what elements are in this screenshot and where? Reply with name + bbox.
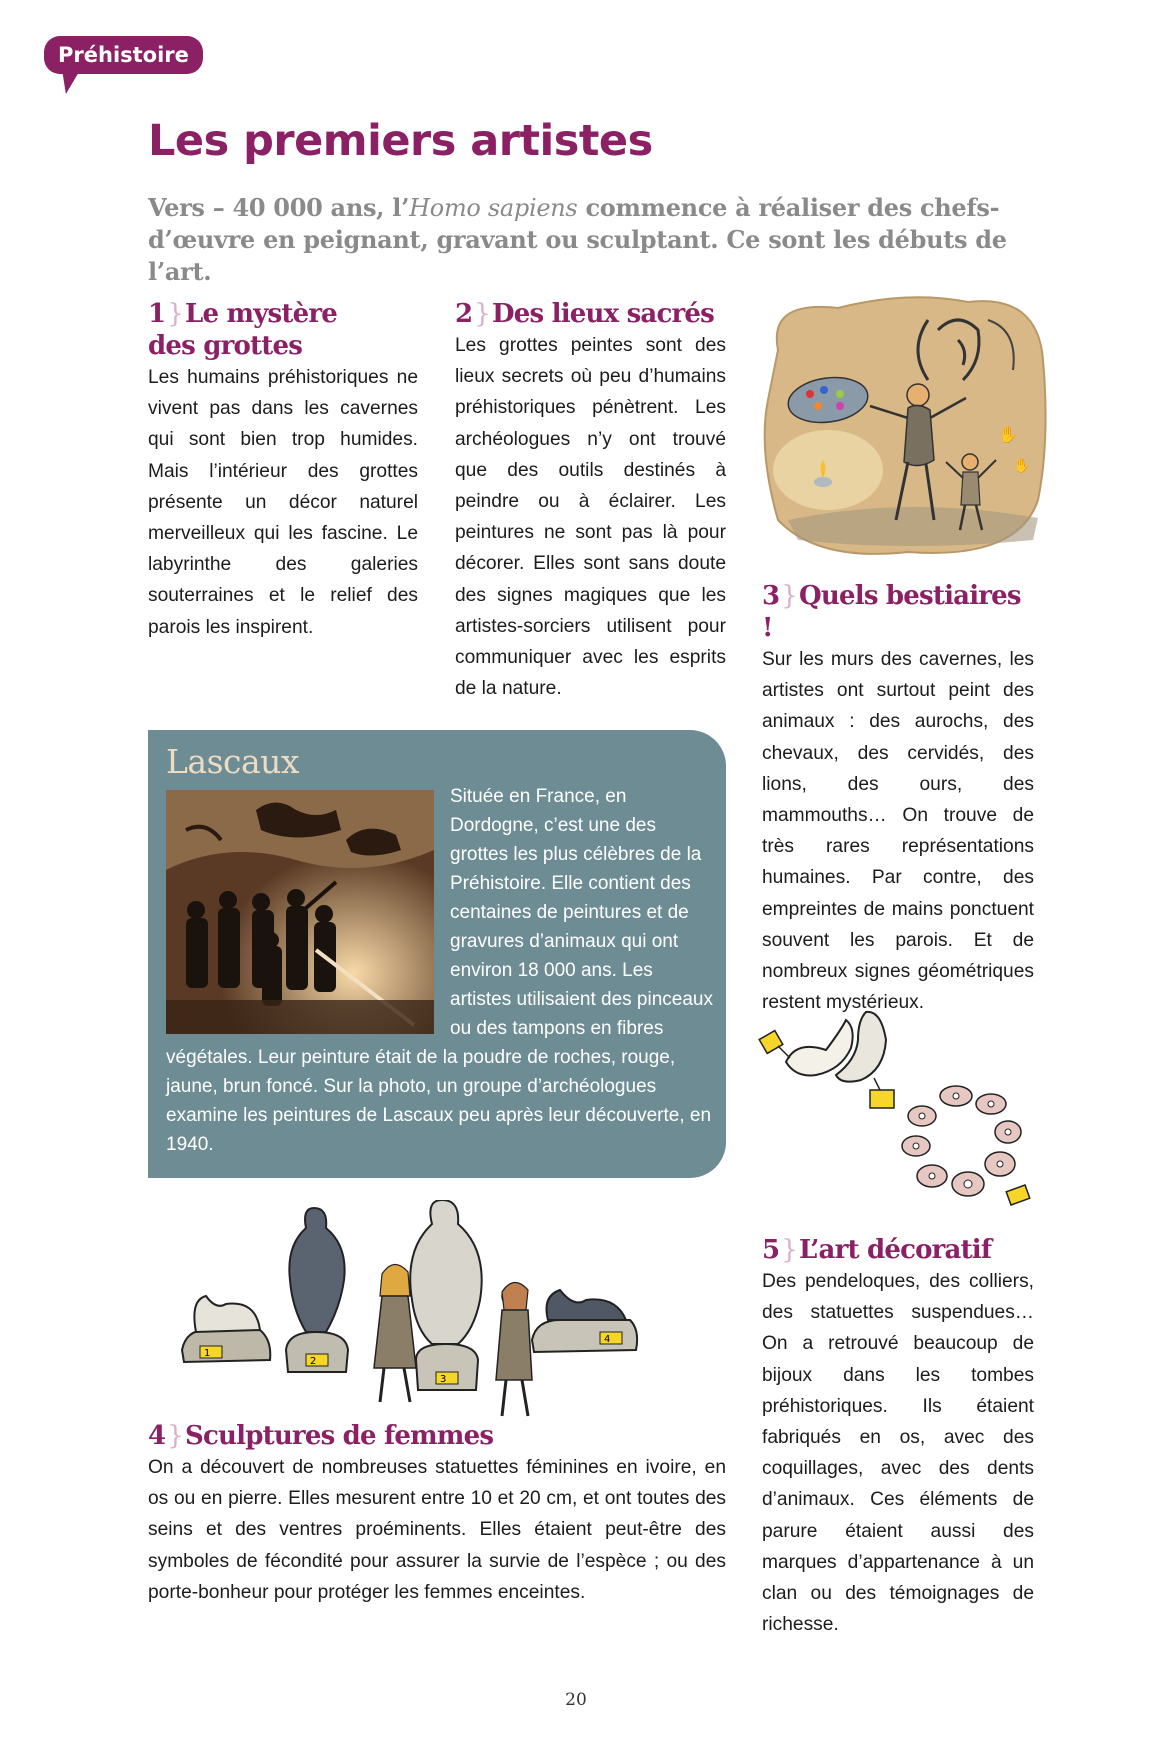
section-2-heading: 2}Des lieux sacrés bbox=[455, 299, 714, 329]
section-5-text: Des pendeloques, des colliers, des statuettes suspendues… On a retrouvé beaucoup de bijoux dans les tombes préhistoriques. Ils étaient fabriqués en os, avec des coquillages, avec des dents d’animaux. Ces éléments de parure étaient aussi des marques d’appartenance à un clan ou des témoignages de richesse. bbox=[762, 1271, 1034, 1636]
statuette-label-4: 4 bbox=[604, 1334, 611, 1345]
section-2 bbox=[455, 298, 726, 704]
section-1 bbox=[148, 298, 418, 643]
section-3 bbox=[762, 580, 1034, 1018]
page-title: Les premiers artistes bbox=[148, 116, 653, 166]
statuette-label-1: 1 bbox=[204, 1348, 211, 1359]
intro-italic: Homo sapiens bbox=[409, 194, 578, 222]
statuettes-illustration bbox=[176, 1200, 696, 1430]
lascaux-photo bbox=[166, 790, 434, 1034]
section-2-text: Les grottes peintes sont des lieux secrets où peu d’humains préhistoriques pénètrent. Les archéologues n’y ont trouvé que des outils destinés à peindre ou à éclairer. Les peintures ne sont pas là pour décorer. Elles sont sans doute des signes magiques que les artistes-sorciers utilisent pour communiquer avec les esprits de la nature. bbox=[455, 335, 726, 700]
svg-text:✋: ✋ bbox=[1013, 458, 1031, 474]
section-1-text: Les humains préhistoriques ne vivent pas dans les cavernes qui sont bien trop humides. Mais l’intérieur des grottes présente un décor naturel merveilleux qui les fascine. Le labyrinthe des galeries souterraines et le relief des parois les inspirent. bbox=[148, 367, 418, 638]
section-4-text: On a découvert de nombreuses statuettes féminines en ivoire, en os ou en pierre. Elles mesurent entre 10 et 20 cm, et ont toutes des seins et des ventres proéminents. Elles étaient peut-être des symboles de fécondité pour assurer la survie de l’espèce ; ou des porte-bonheur pour protéger les femmes enceintes. bbox=[148, 1457, 726, 1603]
section-3-heading: 3}Quels bestiaires ! bbox=[762, 581, 1021, 643]
lascaux-heading: Lascaux bbox=[166, 742, 300, 781]
section-1-heading: 1}Le mystère des grottes bbox=[148, 299, 337, 361]
section-4-heading: 4}Sculptures de femmes bbox=[148, 1421, 494, 1451]
svg-text:✋: ✋ bbox=[998, 425, 1018, 444]
section-5-heading: 5}L’art décoratif bbox=[762, 1235, 992, 1265]
intro-paragraph: Vers – 40 000 ans, l’Homo sapiens commence à réaliser des chefs-d’œuvre en peignant, gravant ou sculptant. Ce sont les débuts de l’art. bbox=[148, 193, 1007, 286]
section-5 bbox=[762, 1234, 1034, 1640]
jewelry-illustration bbox=[756, 1000, 1036, 1220]
statuette-label-2: 2 bbox=[310, 1356, 317, 1367]
cave-painting-illustration bbox=[758, 290, 1048, 562]
page-number: 20 bbox=[565, 1690, 587, 1710]
lascaux-text: Située en France, en Dordogne, c’est une des grottes les plus célèbres de la Préhistoire. Elle contient des centaines de peintures et de gravures d’animaux qui ont environ 18 000 ans. Les artistes utilisaient des pinceaux ou des tampons en fibres végétales. Leur peinture était de la poudre de roches, rouge, jaune, brun foncé. Sur la photo, un groupe d’archéologues examine les peintures de Lascaux peu après leur découverte, en 1940. bbox=[166, 786, 713, 1155]
category-tag-tail bbox=[58, 70, 80, 94]
category-tag: Préhistoire bbox=[44, 36, 203, 74]
section-4 bbox=[148, 1420, 726, 1608]
statuette-label-3: 3 bbox=[440, 1374, 447, 1385]
section-3-text: Sur les murs des cavernes, les artistes ont surtout peint des animaux : des aurochs, des chevaux, des cervidés, des lions, des ours, des mammouths… On trouve de très rares représentations humaines. Par contre, des empreintes de mains ponctuent souvent les parois. Et de nombreux signes géométriques restent mystérieux. bbox=[762, 649, 1034, 1014]
